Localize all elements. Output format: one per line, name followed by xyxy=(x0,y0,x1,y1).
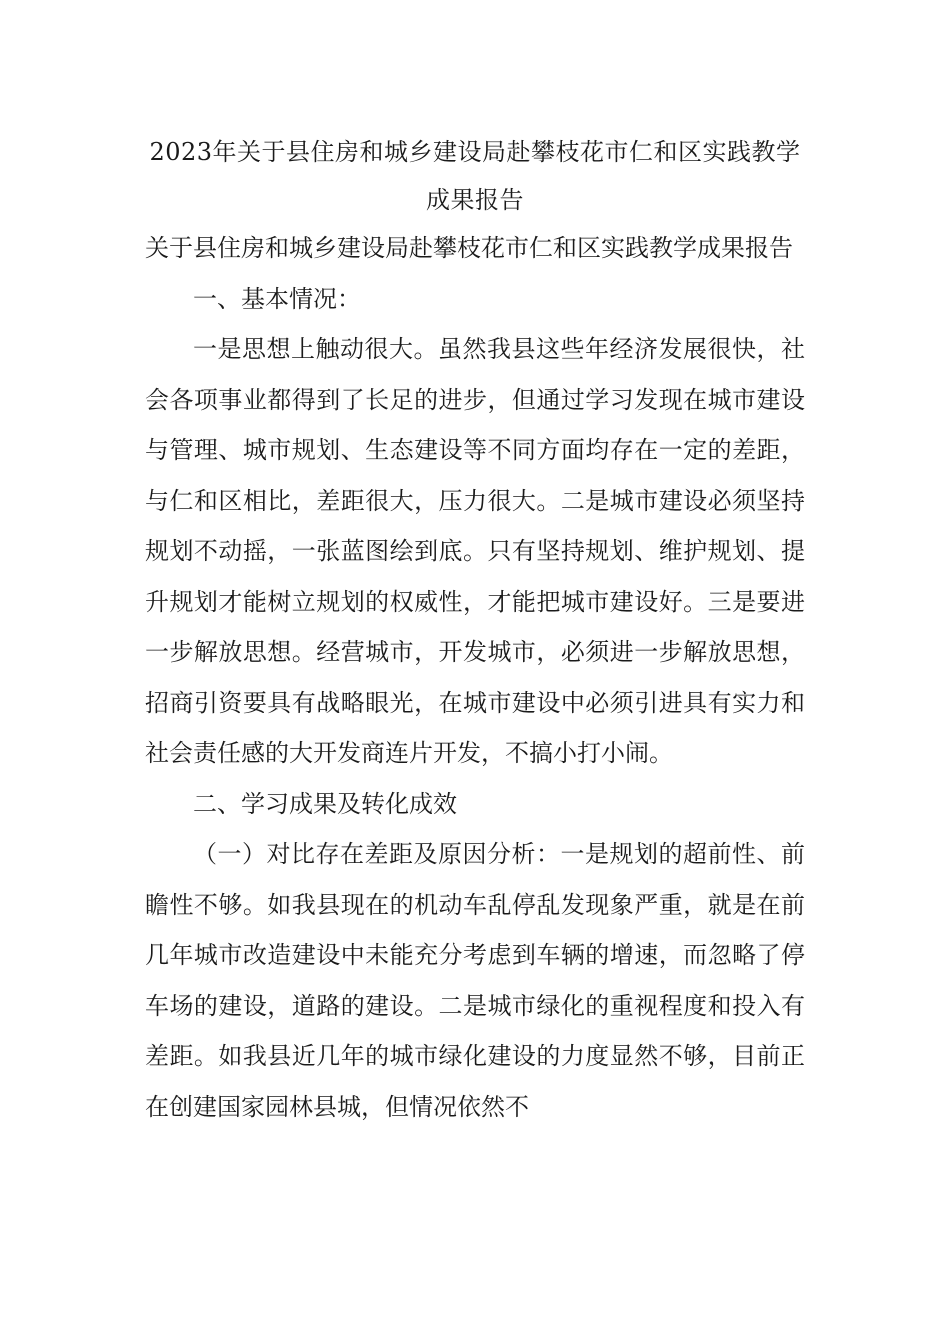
document-body xyxy=(145,223,805,1132)
section-heading-basic: 一、基本情况： xyxy=(193,284,361,313)
document-title: 2023年关于县住房和城乡建设局赴攀枝花市仁和区实践教学成果报告 xyxy=(149,138,801,214)
body-paragraph: （一）对比存在差距及原因分析：一是规划的超前性、前瞻性不够。如我县现在的机动车乱停乱发现象严重，就是在前几年城市改造建设中未能充分考虑到车辆的增速，而忽略了停车场的建设，道路的建设。二是城市绿化的重视程度和投入有差距。如我县近几年的城市绿化建设的力度显然不够，目前正在创建国家园林县城，但情况依然不 xyxy=(145,840,805,1121)
section-heading-results: 二、学习成果及转化成效 xyxy=(193,789,457,818)
body-paragraph: 一是思想上触动很大。虽然我县这些年经济发展很快，社会各项事业都得到了长足的进步，但通过学习发现在城市建设与管理、城市规划、生态建设等不同方面均存在一定的差距，与仁和区相比，差距很大，压力很大。二是城市建设必须坚持规划不动摇，一张蓝图绘到底。只有坚持规划、维护规划、提升规划才能树立规划的权威性，才能把城市建设好。三是要进一步解放思想。经营城市，开发城市，必须进一步解放思想，招商引资要具有战略眼光，在城市建设中必须引进具有实力和社会责任感的大开发商连片开发，不搞小打小闹。 xyxy=(145,335,805,767)
subtitle-paragraph: 关于县住房和城乡建设局赴攀枝花市仁和区实践教学成果报告 xyxy=(145,234,793,262)
